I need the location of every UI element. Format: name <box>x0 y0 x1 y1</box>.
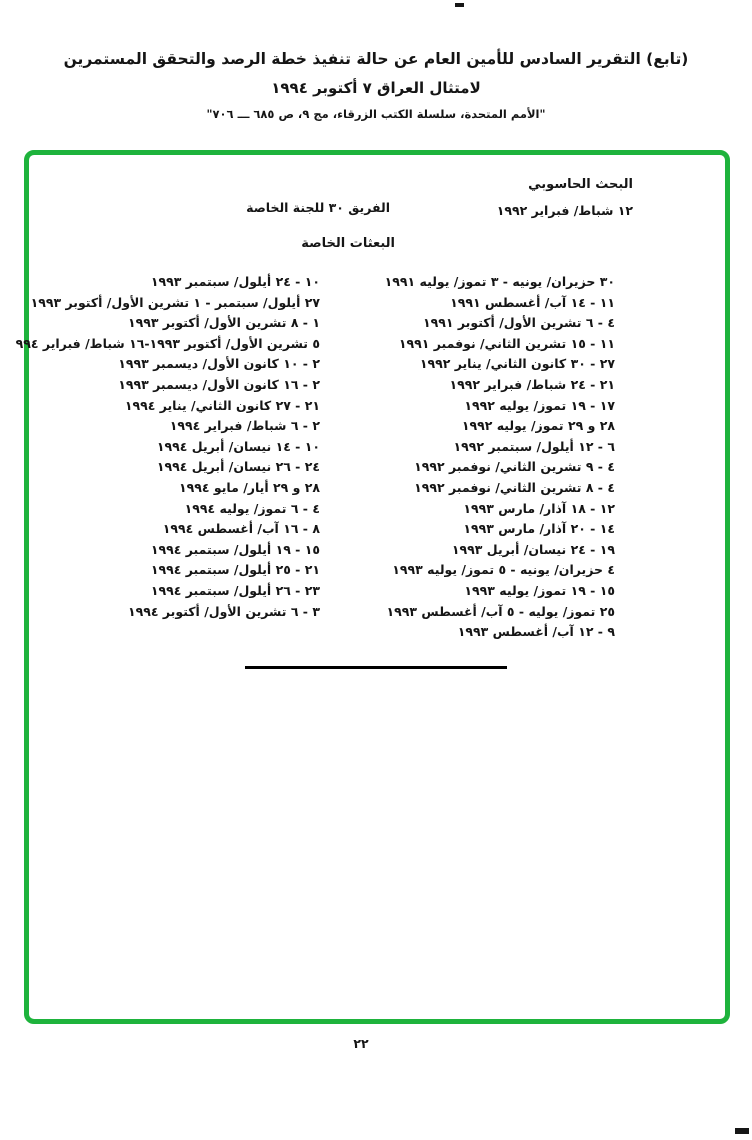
mission-date-entry: ٢١ - ٢٤ شباط/ فبراير ١٩٩٢ <box>449 376 615 392</box>
mission-date-entry: ٣٠ حزيران/ يونيه - ٣ تموز/ يوليه ١٩٩١ <box>384 274 615 289</box>
mission-date-entry: ٢ - ١٦ كانون الأول/ ديسمبر ١٩٩٣ <box>118 376 320 392</box>
mission-date-entry: ١ - ٨ تشرين الأول/ أكتوبر ١٩٩٣ <box>128 315 320 331</box>
mission-date-entry: ١٠ - ٢٤ أيلول/ سبتمبر ١٩٩٣ <box>150 274 320 289</box>
scan-artifact <box>455 3 464 7</box>
mission-date-entry: ١٠ - ١٤ نيسان/ أبريل ١٩٩٤ <box>156 438 320 454</box>
mission-date-entry: ٢٨ و ٢٩ أيار/ مايو ١٩٩٤ <box>179 479 320 495</box>
mission-date-entry: ٢٥ تموز/ يوليه - ٥ آب/ أغسطس ١٩٩٣ <box>386 603 615 619</box>
report-title-line2: لامتثال العراق ٧ أكتوبر ١٩٩٤ <box>271 79 481 97</box>
mission-date-entry: ٢٧ أيلول/ سبتمبر - ١ تشرين الأول/ أكتوبر ١٩٩٣ <box>30 294 320 310</box>
mission-date-entry: ٩ - ١٢ آب/ أغسطس ١٩٩٣ <box>457 624 615 640</box>
computer-search-heading: البحث الحاسوبي <box>528 177 633 192</box>
mission-date-entry: ٦ - ١٢ أيلول/ سبتمبر ١٩٩٢ <box>453 438 615 454</box>
mission-date-entry: ٢٧ - ٣٠ كانون الثاني/ يناير ١٩٩٢ <box>419 356 615 372</box>
mission-date-entry: ٥ تشرين الأول/ أكتوبر ١٩٩٣-١٦ شباط/ فبراير ٩٩٤ <box>15 335 320 351</box>
mission-date-entry: ٢٨ و ٢٩ تموز/ يوليه ١٩٩٢ <box>461 418 615 434</box>
mission-date-entry: ٤ - ٦ تشرين الأول/ أكتوبر ١٩٩١ <box>423 315 615 331</box>
mission-date-entry: ١٧ - ١٩ تموز/ يوليه ١٩٩٢ <box>464 397 615 413</box>
mission-date-entry: ٢ - ٦ شباط/ فبراير ١٩٩٤ <box>169 418 320 434</box>
mission-date-entry: ٤ - ٨ تشرين الثاني/ نوفمبر ١٩٩٢ <box>414 479 615 495</box>
mission-date-entry: ١٤ - ٢٠ آذار/ مارس ١٩٩٣ <box>463 521 615 537</box>
mission-dates-column-left <box>16 272 320 622</box>
mission-date-entry: ٤ - ٦ تموز/ يوليه ١٩٩٤ <box>184 500 320 516</box>
special-commission-team-line: الفريق ٣٠ للجنة الخاصة <box>246 200 390 215</box>
section-divider-rule <box>245 666 507 669</box>
computer-search-date: ١٢ شباط/ فبراير ١٩٩٢ <box>496 203 633 218</box>
page-number: ٢٢ <box>353 1036 369 1051</box>
mission-date-entry: ٤ - ٩ تشرين الثاني/ نوفمبر ١٩٩٢ <box>414 459 615 475</box>
mission-date-entry: ٢١ - ٢٥ أيلول/ سبتمبر ١٩٩٤ <box>150 562 320 578</box>
mission-date-entry: ٢٣ - ٢٦ أيلول/ سبتمبر ١٩٩٤ <box>150 582 320 598</box>
special-missions-heading: البعثات الخاصة <box>301 236 395 251</box>
mission-dates-column-right <box>385 272 615 643</box>
mission-date-entry: ٢٤ - ٢٦ نيسان/ أبريل ١٩٩٤ <box>156 459 320 475</box>
mission-date-entry: ١٥ - ١٩ أيلول/ سبتمبر ١٩٩٤ <box>150 541 320 557</box>
mission-date-entry: ١٥ - ١٩ تموز/ يوليه ١٩٩٣ <box>464 582 615 598</box>
mission-date-entry: ١٩ - ٢٤ نيسان/ أبريل ١٩٩٣ <box>451 541 615 557</box>
mission-date-entry: ٣ - ٦ تشرين الأول/ أكتوبر ١٩٩٤ <box>128 603 320 619</box>
mission-date-entry: ١١ - ١٤ آب/ أغسطس ١٩٩١ <box>450 294 615 310</box>
scan-artifact <box>735 1128 749 1134</box>
mission-date-entry: ٢ - ١٠ كانون الأول/ ديسمبر ١٩٩٣ <box>118 356 320 372</box>
mission-date-entry: ٨ - ١٦ آب/ أغسطس ١٩٩٤ <box>162 521 320 537</box>
mission-date-entry: ٤ حزيران/ يونيه - ٥ تموز/ يوليه ١٩٩٣ <box>392 562 615 578</box>
mission-date-entry: ١٢ - ١٨ آذار/ مارس ١٩٩٣ <box>463 500 615 516</box>
mission-date-entry: ١١ - ١٥ تشرين الثاني/ نوفمبر ١٩٩١ <box>398 335 615 351</box>
source-citation-line: "الأمم المتحدة، سلسلة الكتب الزرقاء، مج ٩، ص ٦٨٥ ـــ ٧٠٦" <box>206 107 546 121</box>
report-title-line1: (تابع) التقرير السادس للأمين العام عن حالة تنفيذ خطة الرصد والتحقق المستمرين <box>63 50 689 68</box>
mission-date-entry: ٢١ - ٢٧ كانون الثاني/ يناير ١٩٩٤ <box>124 397 320 413</box>
